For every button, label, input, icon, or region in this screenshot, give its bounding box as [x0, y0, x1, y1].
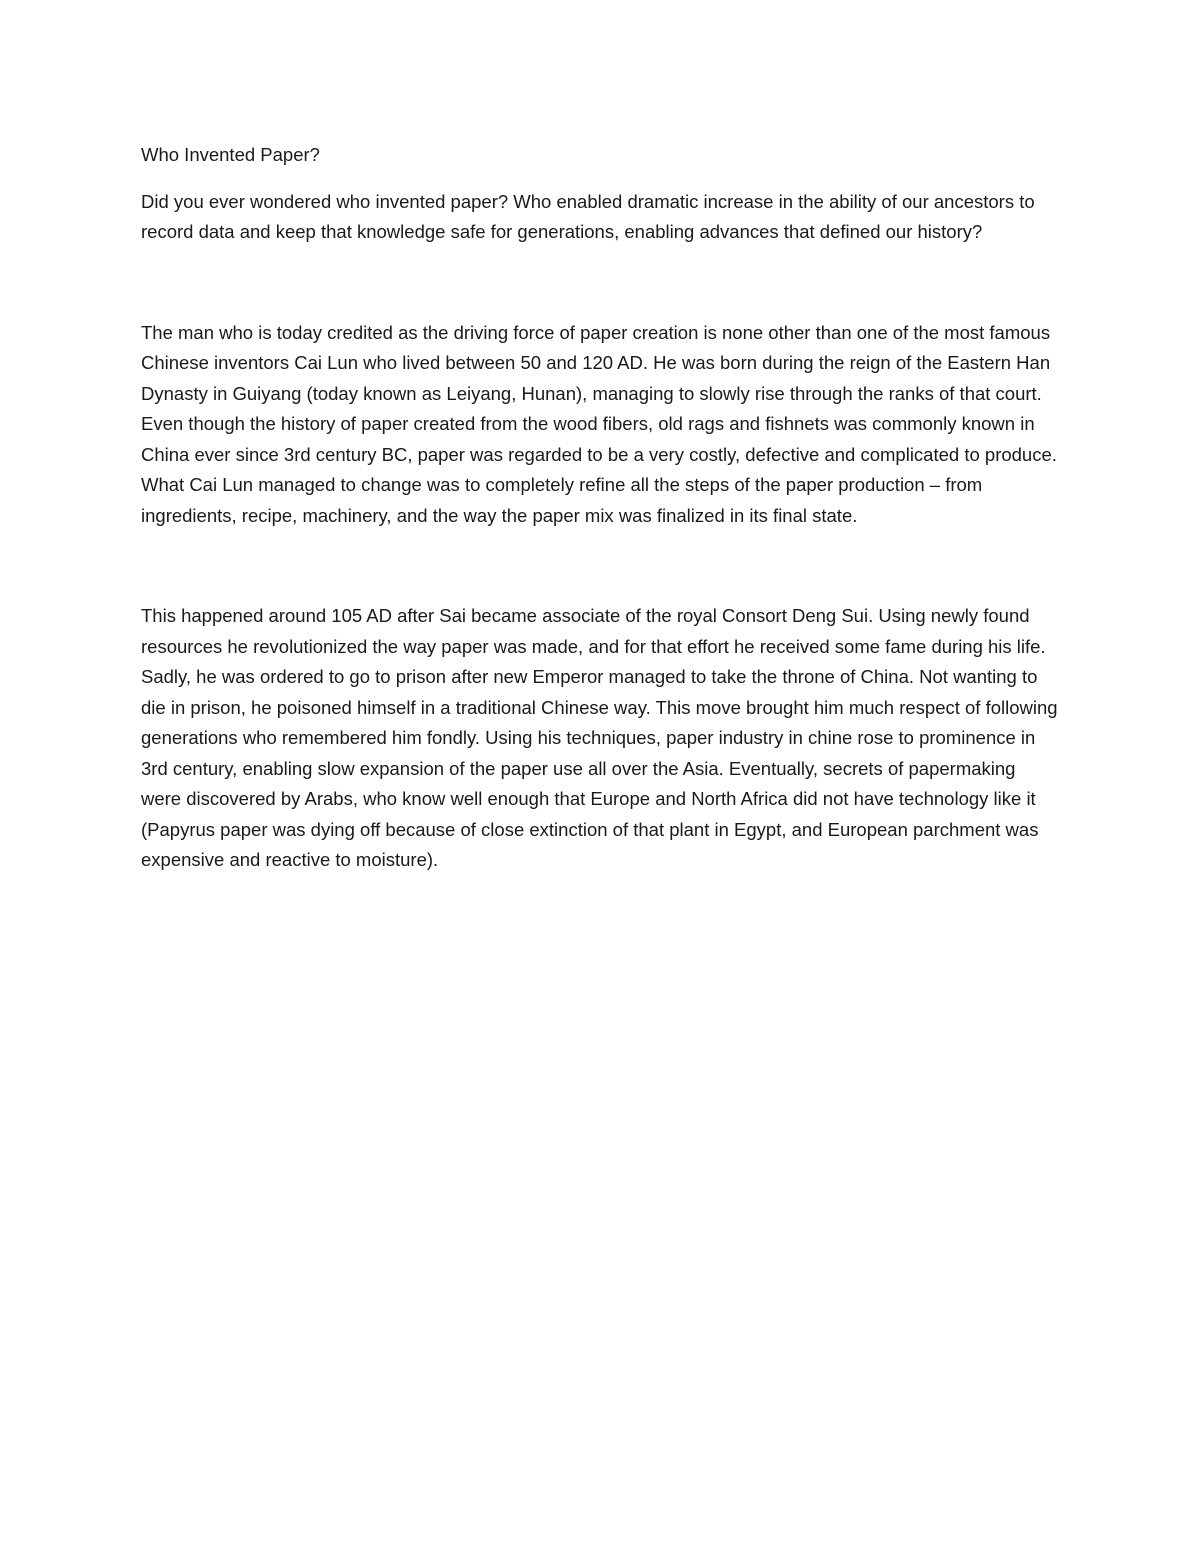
document-title: Who Invented Paper?: [141, 144, 320, 165]
paragraph-cai-lun: The man who is today credited as the driving force of paper creation is none other than one of the most famous Chinese inventors Cai Lun who lived between 50 and 120 AD. He was born during the reign of the Eastern Han Dynasty in Guiyang (today known as Leiyang, Hunan), managing to slowly rise through the ranks of that court. Even though the history of paper created from the wood fibers, old rags and fishnets was commonly known in China ever since 3rd century BC, paper was regarded to be a very costly, defective and complicated to produce. What Cai Lun managed to change was to completely refine all the steps of the paper production – from ingredients, recipe, machinery, and the way the paper mix was finalized in its final state.: [141, 321, 1057, 526]
paragraph-intro: Did you ever wondered who invented paper? Who enabled dramatic increase in the ability of our ancestors to record data and keep that knowledge safe for generations, enabling advances that defined our history?: [141, 190, 1035, 242]
paragraph-history: This happened around 105 AD after Sai became associate of the royal Consort Deng Sui. Using newly found resources he revolutionized the way paper was made, and for that effort he received some fame during his life. Sadly, he was ordered to go to prison after new Emperor managed to take the throne of China. Not wanting to die in prison, he poisoned himself in a traditional Chinese way. This move brought him much respect of following generations who remembered him fondly. Using his techniques, paper industry in chine rose to prominence in 3rd century, enabling slow expansion of the paper use all over the Asia. Eventually, secrets of papermaking were discovered by Arabs, who know well enough that Europe and North Africa did not have technology like it (Papyrus paper was dying off because of close extinction of that plant in Egypt, and European parchment was expensive and reactive to moisture).: [141, 605, 1058, 870]
document-body: [141, 140, 1059, 876]
